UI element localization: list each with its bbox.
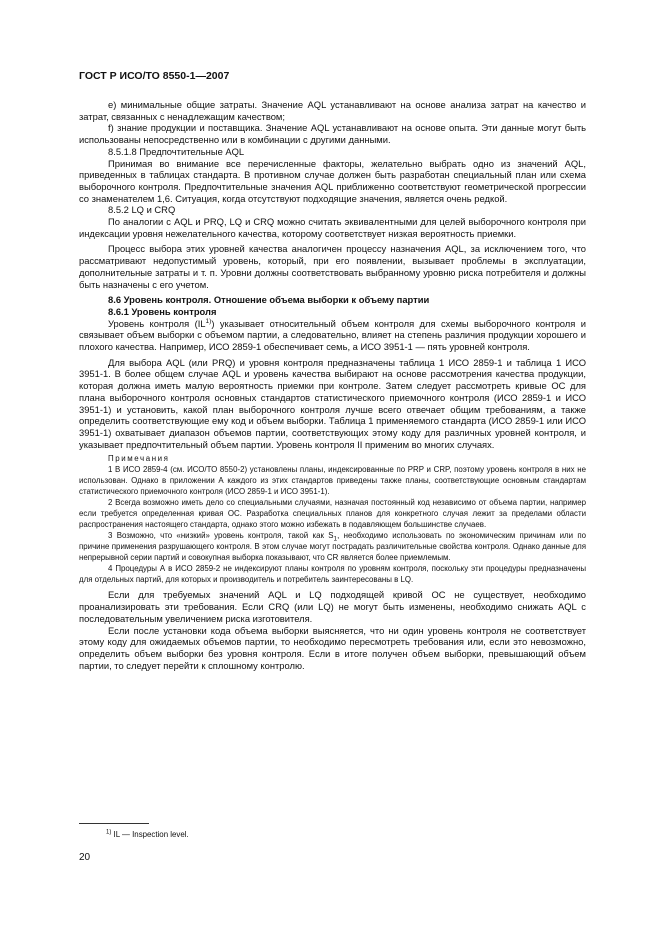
footnote [106, 830, 189, 839]
footnote-ref: 1) [205, 317, 212, 325]
paragraph: Процесс выбора этих уровней качества аналогичен процессу назначения AQL, за исключением того, что рассматривают недопустимый уровень, который, при его появлении, вызывает проблемы в эксплуатации, дополнительные затраты и т. п. Уровни должны соответствовать выбранному уровню риска потребителя и должны быть назначены с его учетом. [79, 243, 586, 290]
section-heading: 8.5.2 LQ и CRQ [108, 204, 176, 216]
paragraph: Принимая во внимание все перечисленные факторы, желательно выбрать одно из значений AQL, приведенных в таблицах стандарта. В противном случае должен быть разработан специальный план или схема выборочного контроля. Предпочтительные значения AQL приближенно соответствуют геометрической прогрессии со знаменателем 1,6. Ситуация, когда отсутствуют подходящие значения, является очень редкой. [79, 157, 586, 204]
footnote-separator [79, 823, 149, 824]
footnote-text: IL — Inspection level. [113, 830, 189, 839]
footnote-marker: 1) [106, 829, 112, 836]
paragraph: Если после установки кода объема выборки выясняется, что ни один уровень контроля не соответствует этому коду для ожидаемых объемов партии, то необходимо пересмотреть требования или, если это невозможно, определить объем выборки без уровня контроля. Если в итоге получен объем выборки, превышающий объем партии, то следует перейти к сплошному контролю. [79, 624, 586, 671]
paragraph: f) знание продукции и поставщика. Значение AQL устанавливают на основе опыта. Эти данные могут быть использованы непосредственно или в комбинации с другими данными. [79, 122, 586, 146]
note-item: 1 В ИСО 2859-4 (см. ИСО/ТО 8550-2) установлены планы, индексированные по PRP и CRP, поэтому уровень контроля в них не использован. Однако в приложении А каждого из этих стандартов приведены также планы, соответствующие основным стандартам статистического приемочного контроля (ИСО 2859-1 и ИСО 3951-1). [79, 465, 586, 497]
body-text [79, 99, 586, 671]
running-header: ГОСТ Р ИСО/ТО 8550-1—2007 [79, 70, 230, 82]
notes-title: Примечания [108, 454, 170, 464]
paragraph: е) минимальные общие затраты. Значение AQL устанавливают на основе анализа затрат на качество и затрат, связанных с ненадлежащим качеством; [79, 99, 586, 122]
section-heading: 8.5.1.8 Предпочтительные AQL [108, 145, 245, 157]
note-item: 4 Процедуры А в ИСО 2859-2 не индексируют планы контроля по уровням контроля, поскольку эти процедуры предназначены для отдельных партий, для которых и производитель и потребитель заинтересованы в LQ. [79, 564, 586, 585]
paragraph: По аналогии с AQL и PRQ, LQ и CRQ можно считать эквивалентными для целей выборочного контроля при индексации уровня нежелательного качества, которому соответствует низкая вероятность приемки. [79, 216, 586, 239]
note-item: 2 Всегда возможно иметь дело со специальными случаями, назначая постоянный код независимо от объема партии, например если требуется определенная кривая ОС. Разработка специальных планов для конкретного случая лежит за пределами области распространения настоящего стандарта, однако этого можно избежать в подавляющем большинстве случаев. [79, 498, 586, 530]
section-heading: 8.6 Уровень контроля. Отношение объема выборки к объему партии [108, 294, 430, 306]
page-number: 20 [79, 852, 91, 863]
paragraph: Уровень контроля (IL$^{1)}$) указывает относительный объем контроля для схемы выборочного контроля и связывает объем выборки с объемом партии, а следовательно, влияет на степень различия продукции хорошего и плохого качества. Например, ИСО 2859-1 обеспечивает семь, а ИСО 3951-1 — пять уровней контроля. [79, 317, 586, 353]
note-item: 3 Возможно, что «низкий» уровень контроля, такой как $S_1$, необходимо использовать по экономическим причинам или по причине применения разрушающего контроля. В этом случае могут пострадать различительные свойства контроля. Однако данные для непрерывной серии партий и совокупная выборка показывают, что CR является более приемлемым. [79, 531, 586, 563]
notes-block [79, 453, 586, 585]
paragraph: Если для требуемых значений AQL и LQ подходящей кривой ОС не существует, необходимо проанализировать эти требования. Если CRQ (или LQ) не могут быть изменены, необходимо снижать AQL с последовательным увеличением риска изготовителя. [79, 589, 586, 624]
paragraph: Для выбора AQL (или PRQ) и уровня контроля предназначены таблица 1 ИСО 2859-1 и таблица 1 ИСО 3951-1. В более общем случае AQL и уровень качества выбирают на основе рассмотрения качества продукции, которая должна иметь малую вероятность приемки при контроле. Затем следует рассмотреть кривые ОС для плана выборочного контроля основных стандартов статистического приемочного контроля (ИСО 2859-1 и ИСО 3951-1) и установить, какой план выборочного контроля лучше всего отвечает общим требованиям, а также определить соответствующие ему код и объем выборки. Таблица 1 применяемого стандарта (ИСО 2859-1 или ИСО 3951-1) охватывает диапазон объемов партии, соответствующих этому коду для различных уровней контроля, и указывает предпочтительный объем партии. Уровень контроля II применим во многих случаях. [79, 356, 586, 450]
subsection-heading: 8.6.1 Уровень контроля [108, 305, 217, 317]
